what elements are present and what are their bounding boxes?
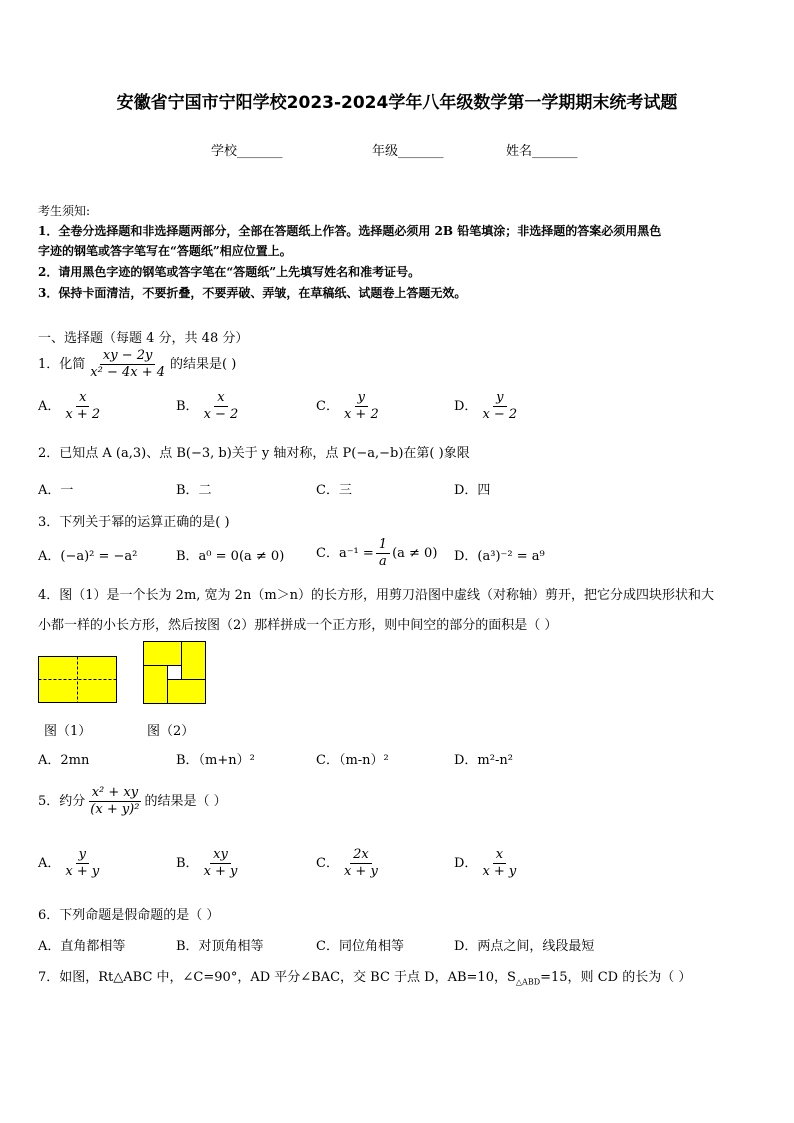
- name-field: 姓名_______: [506, 144, 578, 159]
- q5-option-b[interactable]: B． $\frac{xy}{x + y}$: [176, 847, 238, 879]
- q1-option-c[interactable]: C． $\frac{y}{x + 2}$: [316, 390, 379, 422]
- figure-2-label: 图（2）: [147, 724, 195, 739]
- question-4-line2: 小都一样的小长方形，然后按图（2）那样拼成一个正方形，则中间空的部分的面积是（ ）: [38, 618, 558, 633]
- q1-option-b[interactable]: B． $\frac{x}{x - 2}$: [176, 390, 239, 422]
- question-2: 2．已知点 A (a,3)、点 B(−3, b)关于 y 轴对称，点 P(−a,−b)在第( )象限: [38, 446, 470, 461]
- section-heading: 一、选择题（每题 4 分，共 48 分）: [38, 331, 249, 346]
- notice-line: 字迹的钢笔或答字笔写在“答题纸”相应位置上。: [38, 244, 292, 258]
- q1-denominator: x² − 4x + 4: [90, 365, 166, 380]
- q6-option-a[interactable]: A．直角都相等: [38, 939, 126, 954]
- question-1: [38, 348, 236, 381]
- q5-option-d[interactable]: D． $\frac{x}{x + y}$: [454, 847, 517, 879]
- q4-option-a[interactable]: A．2mn: [38, 753, 90, 768]
- notice-line: 2．请用黑色字迹的钢笔或答字笔在“答题纸”上先填写姓名和准考证号。: [38, 265, 421, 279]
- question-3: 3．下列关于幂的运算正确的是( ): [38, 515, 230, 530]
- q3-option-a[interactable]: A．(−a)² = −a²: [38, 549, 138, 564]
- q1-option-d[interactable]: D． $\frac{y}{x - 2}$: [454, 390, 518, 422]
- question-6: 6．下列命题是假命题的是（ ）: [38, 908, 220, 923]
- grade-field: 年级_______: [372, 144, 444, 159]
- figure-1-rectangle: [38, 656, 118, 704]
- school-field: 学校_______: [211, 144, 283, 159]
- q5-fraction: [87, 785, 142, 818]
- q2-option-c[interactable]: C．三: [316, 483, 352, 498]
- q5-prefix: 5．约分: [38, 794, 86, 809]
- q6-option-d[interactable]: D．两点之间，线段最短: [454, 939, 595, 954]
- page-title: 安徽省宁国市宁阳学校2023-2024学年八年级数学第一学期期末统考试题: [116, 93, 678, 113]
- q5-option-a[interactable]: A． $\frac{y}{x + y}$: [38, 847, 100, 879]
- q5-numerator: x² + xy: [89, 785, 141, 802]
- q6-option-c[interactable]: C．同位角相等: [316, 939, 404, 954]
- q5-option-c[interactable]: C． $\frac{2x}{x + y}$: [316, 847, 378, 879]
- q3-option-b[interactable]: B．a⁰ = 0(a ≠ 0): [176, 549, 285, 564]
- q6-option-b[interactable]: B．对顶角相等: [176, 939, 264, 954]
- q1-option-a[interactable]: A． $\frac{x}{x + 2}$: [38, 390, 101, 422]
- q3-option-d[interactable]: D．(a³)⁻² = a⁹: [454, 549, 545, 564]
- q4-option-c[interactable]: C．（m-n）²: [316, 753, 389, 768]
- q1-fraction: [87, 348, 168, 381]
- q4-option-b[interactable]: B．（m+n）²: [176, 753, 255, 768]
- question-5: [38, 785, 227, 818]
- question-4-line1: 4．图（1）是一个长为 2m, 宽为 2n（m＞n）的长方形，用剪刀沿图中虚线（对称轴）剪开，把它分成四块形状和大: [38, 588, 715, 603]
- q1-suffix: 的结果是( ): [170, 357, 237, 372]
- q2-option-a[interactable]: A．一: [38, 483, 74, 498]
- q3-option-c[interactable]: C．a⁻¹ = $\frac{1}{a}$ (a ≠ 0): [316, 537, 438, 569]
- q1-prefix: 1．化简: [38, 357, 86, 372]
- notice-line: 3．保持卡面清洁，不要折叠，不要弄破、弄皱，在草稿纸、试题卷上答题无效。: [38, 286, 467, 300]
- q5-denominator: (x + y)²: [90, 802, 140, 817]
- q5-suffix: 的结果是（ ）: [144, 794, 227, 809]
- q2-option-d[interactable]: D．四: [454, 483, 491, 498]
- notice-heading: 考生须知:: [38, 204, 91, 218]
- q2-option-b[interactable]: B．二: [176, 483, 212, 498]
- q1-numerator: xy − 2y: [100, 348, 155, 365]
- figure-2-square: [143, 641, 207, 705]
- q7-subscript: △ABD: [515, 977, 541, 987]
- q4-option-d[interactable]: D．m²-n²: [454, 753, 513, 768]
- question-7: 7．如图，Rt△ABC 中，∠C=90°，AD 平分∠BAC，交 BC 于点 D，AB=10，$S_{\triangle ABD}=15$，则 CD 的长为（ ）: [38, 970, 692, 987]
- figure-1-label: 图（1）: [44, 724, 92, 739]
- notice-line: 1．全卷分选择题和非选择题两部分，全部在答题纸上作答。选择题必须用 2B 铅笔填涂；非选择题的答案必须用黑色: [38, 224, 662, 238]
